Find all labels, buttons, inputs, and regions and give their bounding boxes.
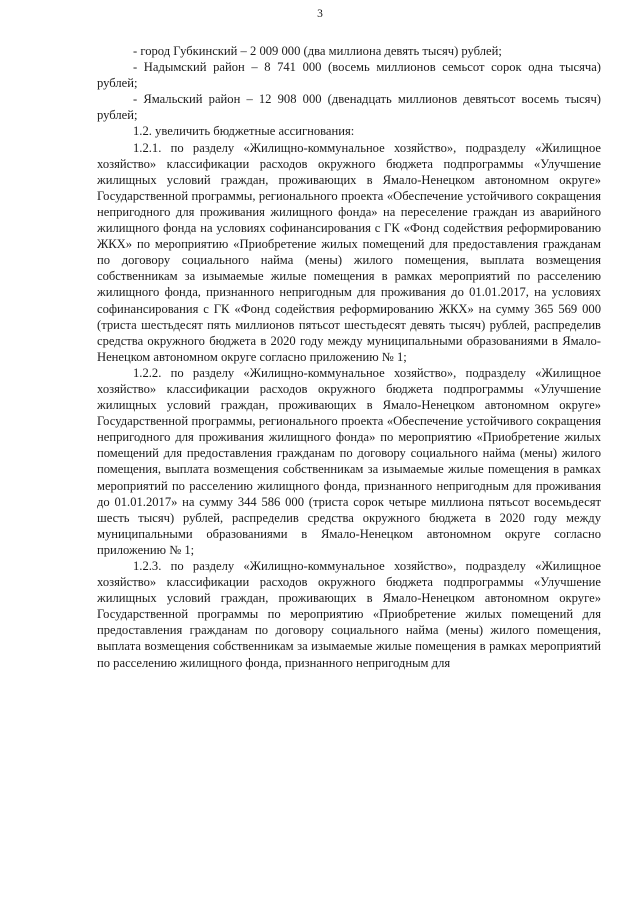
paragraph-1-2: 1.2. увеличить бюджетные ассигнования: <box>133 124 355 139</box>
page-number: 3 <box>317 8 323 20</box>
paragraph-gubkinsky: - город Губкинский – 2 009 000 (два миллиона девять тысяч) рублей; <box>133 44 502 58</box>
paragraph-yamal: - Ямальский район – 12 908 000 (двенадцать миллионов девятьсот восемь тысяч) рублей; <box>97 92 601 123</box>
paragraph-1-2-1: 1.2.1. по разделу «Жилищно-коммунальное хозяйство», подразделу «Жилищное хозяйство» классификации расходов окружного бюджета подпрограммы «Улучшение жилищных условий граждан, проживающих в Ямало-Ненецком автономном округе» Государственной программы, регионального проекта «Обеспечение устойчивого сокращения непригодного для проживания жилищного фонда» на переселение граждан из аварийного жилищного фонда на условиях софинансирования с ГК «Фонд содействия реформированию ЖКХ» по мероприятию «Приобретение жилых помещений для предоставления гражданам по договору социального найма (мены) жилого помещения, выплата возмещения собственникам за изымаемые жилые помещения в рамках мероприятий по расселению жилищного фонда, признанного непригодным для проживания до 01.01.2017, на условиях софинансирования с ГК «Фонд содействия реформированию ЖКХ» на сумму 365 569 000 (триста шестьдесят пять миллионов пятьсот шестьдесят девять тысяч) рублей, распределив средства окружного бюджета в 2020 году между муниципальными образованиями в Ямало-Ненецком автономном округе согласно приложению № 1; <box>97 140 601 364</box>
document-body <box>97 43 601 671</box>
paragraph-nadym: - Надымский район – 8 741 000 (восемь миллионов семьсот сорок одна тысяча) рублей; <box>97 60 601 91</box>
paragraph-1-2-3: 1.2.3. по разделу «Жилищно-коммунальное хозяйство», подразделу «Жилищное хозяйство» классификации расходов окружного бюджета подпрограммы «Улучшение жилищных условий граждан, проживающих в Ямало-Ненецком автономном округе» Государственной программы по мероприятию «Приобретение жилых помещений для предоставления гражданам по договору социального найма (мены) жилого помещения, выплата возмещения собственникам за изымаемые жилые помещения в рамках мероприятий по расселению жилищного фонда, признанного непригодным для <box>97 559 601 670</box>
paragraph-1-2-2: 1.2.2. по разделу «Жилищно-коммунальное хозяйство», подразделу «Жилищное хозяйство» классификации расходов окружного бюджета подпрограммы «Улучшение жилищных условий граждан, проживающих в Ямало-Ненецком автономном округе» Государственной программы, регионального проекта «Обеспечение устойчивого сокращения непригодного для проживания жилищного фонда» по мероприятию «Приобретение жилых помещений для предоставления гражданам по договору социального найма (мены) жилого помещения, выплата возмещения собственникам за изымаемые жилые помещения в рамках мероприятий по расселению жилищного фонда, признанного непригодным для проживания до 01.01.2017» на сумму 344 586 000 (триста сорок четыре миллиона пятьсот восемьдесят шесть тысяч) рублей, распределив средства окружного бюджета в 2020 году между муниципальными образованиями в Ямало-Ненецком автономном округе согласно приложению № 1; <box>97 365 601 557</box>
